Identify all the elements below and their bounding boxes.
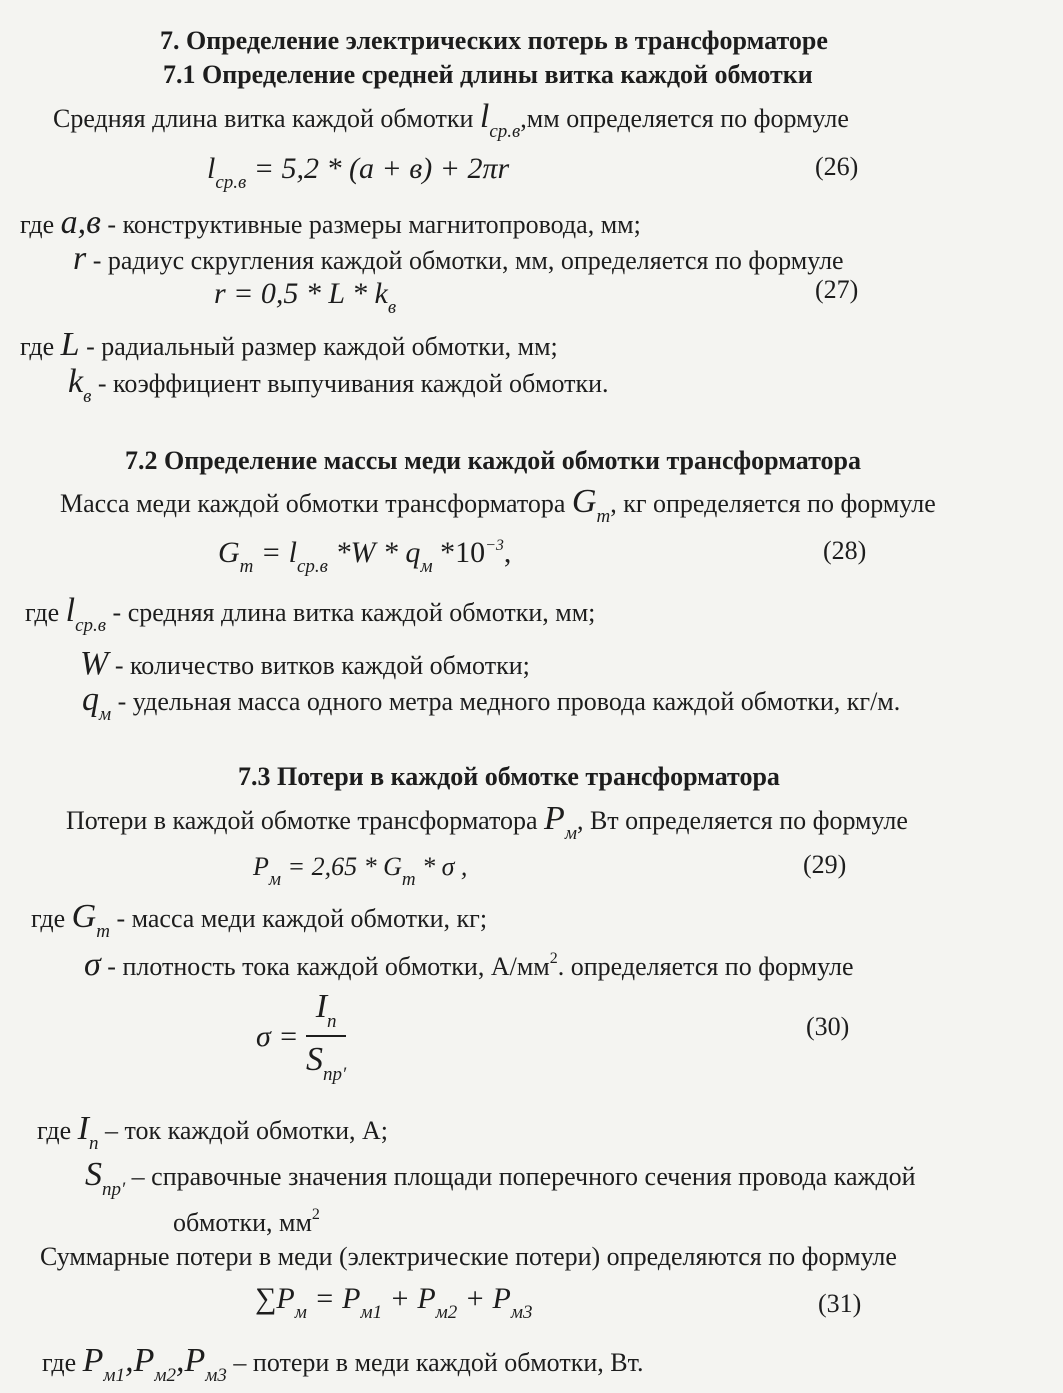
symbol-P3-sub: м3: [205, 1365, 227, 1386]
where-word: где: [20, 332, 55, 361]
f26-rhs: = 5,2 * (a + в) + 2πr: [253, 152, 510, 185]
f29-a: P: [253, 852, 269, 881]
paragraph-7-3-intro: [66, 800, 908, 845]
symbol-S-sub: np′: [102, 1179, 126, 1200]
f29-a-sub: м: [268, 869, 282, 890]
where-text: - радиус скругления каждой обмотки, мм, определяется по формуле: [92, 246, 844, 275]
where-text-b: . определяется по формуле: [557, 952, 854, 981]
f30-denominator: [306, 1037, 346, 1086]
where-word: где: [37, 1116, 72, 1145]
f30-num-sym: I: [315, 988, 328, 1025]
where-line-4: [85, 1156, 916, 1201]
f26-lhs: l: [207, 152, 216, 185]
f28-b-sub: ср.в: [297, 556, 328, 577]
symbol-P2: ,P: [125, 1342, 155, 1379]
where-line-5: [42, 1342, 644, 1387]
intro-text-b: ,мм определяется по формуле: [520, 104, 849, 133]
where-line-4-cont: [173, 1206, 320, 1238]
where-line-2: [80, 645, 530, 683]
subsection-title-7-1: 7.1 Определение средней длины витка каждой обмотки: [163, 60, 813, 89]
f31-c-sub: м2: [435, 1302, 458, 1323]
f27-lhs: r = 0,5 * L * k: [214, 277, 388, 310]
formula-26: [207, 152, 509, 194]
symbol-G-sub: m: [96, 921, 110, 942]
where-line-1: [31, 898, 487, 943]
f31-a-sub: м: [294, 1302, 307, 1323]
symbol-P1-sub: м1: [103, 1365, 126, 1386]
formula-29: [253, 852, 467, 891]
where-text: – потери в меди каждой обмотки, Вт.: [233, 1348, 644, 1377]
intro-text: Масса меди каждой обмотки трансформатора: [60, 489, 566, 518]
where-line-4: [68, 363, 609, 408]
f30-fraction: [306, 988, 346, 1086]
intro-text-b: , Вт определяется по формуле: [576, 806, 908, 835]
f28-c: *W * q: [335, 536, 421, 569]
f30-den-sub: np′: [323, 1064, 347, 1085]
paragraph-7-1-intro: [53, 98, 849, 143]
where-text: - удельная масса одного метра медного провода каждой обмотки, кг/м.: [117, 687, 901, 716]
symbol-I-sub: n: [88, 1133, 99, 1154]
subsection-title-7-2: 7.2 Определение массы меди каждой обмотки трансформатора: [125, 446, 861, 475]
f28-e: ,: [503, 536, 512, 569]
f31-c: + P: [389, 1282, 436, 1315]
f29-b-sub: m: [401, 869, 416, 890]
formula-number-29: (29): [803, 850, 847, 879]
f28-a-sub: m: [239, 556, 254, 577]
where-text: - плотность тока каждой обмотки, А/мм: [107, 952, 550, 981]
where-line-1: [25, 592, 595, 637]
where-line-1: [20, 204, 641, 242]
where-sup: 2: [549, 950, 558, 967]
formula-31: [255, 1282, 533, 1324]
f26-lhs-sub: ср.в: [215, 172, 247, 193]
formula-number-30: (30): [806, 1012, 850, 1041]
subsection-title-7-3: 7.3 Потери в каждой обмотке трансформатора: [238, 762, 780, 791]
symbol-G: G: [71, 898, 97, 935]
f30-numerator: [306, 988, 346, 1037]
intro-text: Средняя длина витка каждой обмотки: [53, 104, 474, 133]
intro-text: Потери в каждой обмотке трансформатора: [66, 806, 538, 835]
symbol-P: P: [544, 800, 565, 837]
paragraph-sum-intro: Суммарные потери в меди (электрические потери) определяются по формуле: [40, 1242, 897, 1271]
f31-b: = P: [314, 1282, 361, 1315]
formula-27: [214, 277, 396, 319]
where-word: где: [31, 904, 66, 933]
where-text: – ток каждой обмотки, А;: [104, 1116, 388, 1145]
formula-30: [256, 988, 346, 1086]
symbol-l: l: [479, 98, 490, 135]
symbol-W: W: [80, 645, 109, 682]
formula-number-26: (26): [815, 152, 859, 181]
where-line-2: [84, 946, 854, 984]
symbol-r: r: [73, 240, 87, 277]
symbol-k-sub: в: [83, 386, 92, 407]
symbol-I: I: [77, 1110, 89, 1147]
formula-number-28: (28): [823, 536, 867, 565]
symbol-l: l: [65, 592, 76, 629]
where-text: - масса меди каждой обмотки, кг;: [116, 904, 488, 933]
where-line-3: [20, 326, 558, 364]
f28-d-sup: −3: [485, 537, 504, 554]
f31-b-sub: м1: [360, 1302, 383, 1323]
f28-b: = l: [260, 536, 297, 569]
f28-c-sub: м: [420, 556, 433, 577]
f30-den-sym: S: [306, 1041, 324, 1078]
where-text: – справочные значения площади поперечного сечения провода каждой: [131, 1162, 916, 1191]
where-text: - средняя длина витка каждой обмотки, мм;: [112, 598, 596, 627]
f31-d-sub: м3: [510, 1302, 533, 1323]
symbol-G-sub: m: [596, 506, 611, 527]
formula-28: [218, 536, 511, 578]
intro-text-b: , кг определяется по формуле: [610, 489, 936, 518]
symbol-P1: P: [82, 1342, 104, 1379]
symbol-P3: ,P: [175, 1342, 206, 1379]
paragraph-7-2-intro: [60, 483, 936, 528]
f28-a: G: [218, 536, 240, 569]
where-word: где: [42, 1348, 77, 1377]
symbol-P-sub: м: [564, 823, 577, 844]
section-title: 7. Определение электрических потерь в трансформаторе: [160, 26, 828, 55]
f30-lhs: σ =: [256, 1020, 299, 1053]
where-text: - радиальный размер каждой обмотки, мм;: [86, 332, 558, 361]
formula-number-27: (27): [815, 275, 859, 304]
symbol-L: L: [60, 326, 80, 363]
f29-c: * σ ,: [422, 852, 468, 881]
where-word: где: [25, 598, 60, 627]
symbol-a-b: a,в: [60, 204, 101, 241]
where-cont-sup: 2: [311, 1206, 320, 1223]
symbol-sigma: σ: [84, 946, 101, 983]
symbol-k: k: [68, 363, 84, 400]
f29-b: = 2,65 * G: [287, 852, 402, 881]
symbol-l-sub: ср.в: [489, 121, 521, 142]
f31-d: + P: [464, 1282, 511, 1315]
symbol-G: G: [571, 483, 597, 520]
where-line-3: [82, 681, 900, 726]
formula-number-31: (31): [818, 1289, 862, 1318]
f30-num-sub: n: [327, 1011, 337, 1032]
where-text: - коэффициент выпучивания каждой обмотки.: [97, 369, 609, 398]
symbol-P2-sub: м2: [154, 1365, 176, 1386]
symbol-l-sub: ср.в: [75, 615, 107, 636]
where-line-2: [73, 240, 844, 278]
where-cont-text: обмотки, мм: [173, 1208, 312, 1237]
where-word: где: [20, 210, 55, 239]
symbol-S: S: [85, 1156, 102, 1193]
where-line-3: [37, 1110, 388, 1155]
f31-a: ∑P: [255, 1282, 295, 1315]
symbol-q-sub: м: [99, 704, 112, 725]
where-text: - конструктивные размеры магнитопровода, мм;: [107, 210, 641, 239]
f28-d: *10: [440, 536, 486, 569]
where-text: - количество витков каждой обмотки;: [114, 651, 530, 680]
symbol-q: q: [82, 681, 99, 718]
f27-lhs-sub: в: [387, 297, 397, 318]
